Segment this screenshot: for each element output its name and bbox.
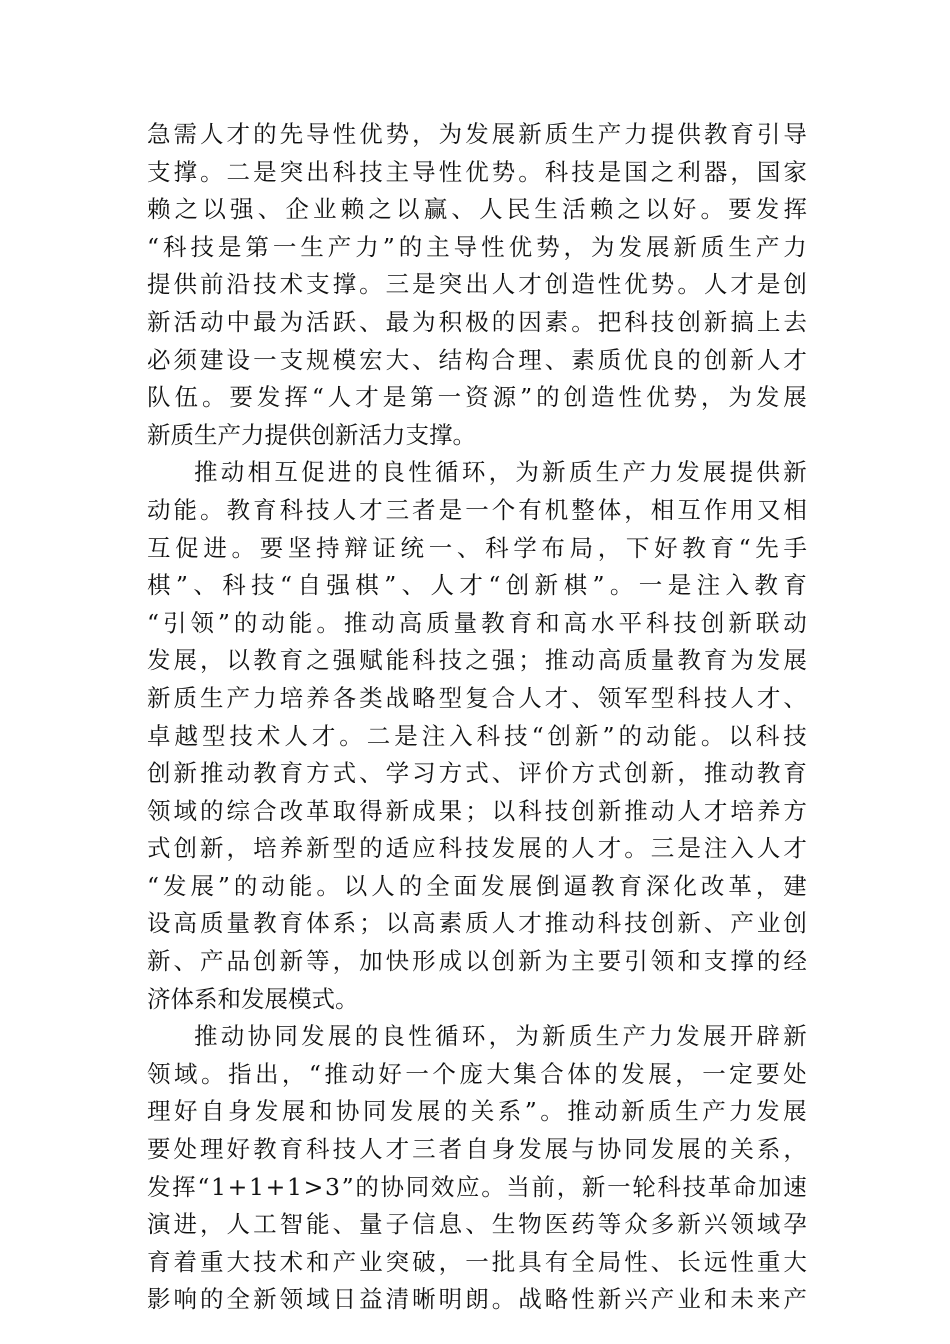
text-line: 推 动 协 同 发 展 的 良 性 循 环 ， 为 新 质 生 产 力 发 展 开 辟 新 bbox=[194, 1022, 807, 1051]
text-line: 设 高 质 量 教 育 体 系 ； 以 高 素 质 人 才 推 动 科 技 创 新 、 产 业 创 bbox=[147, 909, 807, 938]
text-line: 队 伍 。 要 发 挥 “ 人 才 是 第 一 资 源 ” 的 创 造 性 优 势 ， 为 发 展 bbox=[147, 383, 807, 412]
text-line: 理 好 自 身 发 展 和 协 同 发 展 的 关 系 ” 。 推 动 新 质 生 产 力 发 展 bbox=[147, 1097, 807, 1126]
text-line: “ 科 技 是 第 一 生 产 力 ” 的 主 导 性 优 势 ， 为 发 展 新 质 生 产 力 bbox=[147, 232, 807, 261]
text-line: 互 促 进 。 要 坚 持 辩 证 统 一 、 科 学 布 局 ， 下 好 教 育 “ 先 手 bbox=[147, 533, 807, 562]
text-line: 领 域 。 指 出 ， “ 推 动 好 一 个 庞 大 集 合 体 的 发 展 ， 一 定 要 处 bbox=[147, 1059, 807, 1088]
text-line: “ 发 展 ” 的 动 能 。 以 人 的 全 面 发 展 倒 逼 教 育 深 化 改 革 ， 建 bbox=[147, 871, 807, 900]
text-line: 卓 越 型 技 术 人 才 。 二 是 注 入 科 技 “ 创 新 ” 的 动 能 。 以 科 技 bbox=[147, 721, 807, 750]
text-line: 领 域 的 综 合 改 革 取 得 新 成 果 ； 以 科 技 创 新 推 动 人 才 培 养 方 bbox=[147, 796, 807, 825]
text-line: 发 挥 “ 1 + 1 + 1 > 3 ” 的 协 同 效 应 。 当 前 ， 新 一 轮 科 技 革 命 加 速 bbox=[147, 1172, 807, 1201]
text-line: 发 展 ， 以 教 育 之 强 赋 能 科 技 之 强 ； 推 动 高 质 量 教 育 为 发 展 bbox=[147, 646, 807, 675]
text-line: 影 响 的 全 新 领 域 日 益 清 晰 明 朗 。 战 略 性 新 兴 产 业 和 未 来 产 bbox=[147, 1285, 807, 1314]
text-line: 必 须 建 设 一 支 规 模 宏 大 、 结 构 合 理 、 素 质 优 良 的 创 新 人 才 bbox=[147, 345, 807, 374]
text-line: 创 新 推 动 教 育 方 式 、 学 习 方 式 、 评 价 方 式 创 新 ， 推 动 教 育 bbox=[147, 759, 807, 788]
text-line: 动 能 。 教 育 科 技 人 才 三 者 是 一 个 有 机 整 体 ， 相 互 作 用 又 相 bbox=[147, 495, 807, 524]
text-line: 支 撑 。 二 是 突 出 科 技 主 导 性 优 势 。 科 技 是 国 之 利 器 ， 国 家 bbox=[147, 157, 807, 186]
text-line: 育 着 重 大 技 术 和 产 业 突 破 ， 一 批 具 有 全 局 性 、 长 远 性 重 大 bbox=[147, 1247, 807, 1276]
body-text bbox=[147, 116, 807, 1319]
text-line: 急 需 人 才 的 先 导 性 优 势 ， 为 发 展 新 质 生 产 力 提 供 教 育 引 导 bbox=[147, 120, 807, 148]
text-line: 新 质 生 产 力 培 养 各 类 战 略 型 复 合 人 才 、 领 军 型 科 技 人 才 、 bbox=[147, 683, 807, 712]
text-line: 赖 之 以 强 、 企 业 赖 之 以 赢 、 人 民 生 活 赖 之 以 好 。 要 发 挥 bbox=[147, 195, 807, 224]
text-line: 济 体 系 和 发 展 模 式 。 bbox=[147, 984, 359, 1013]
text-line: 式 创 新 ， 培 养 新 型 的 适 应 科 技 发 展 的 人 才 。 三 是 注 入 人 才 bbox=[147, 834, 807, 863]
text-line: 棋 ” 、 科 技 “ 自 强 棋 ” 、 人 才 “ 创 新 棋 ” 。 一 是 注 入 教 育 bbox=[147, 571, 807, 600]
text-line: 新 质 生 产 力 提 供 创 新 活 力 支 撑 。 bbox=[147, 420, 476, 449]
text-line: “ 引 领 ” 的 动 能 。 推 动 高 质 量 教 育 和 高 水 平 科 技 创 新 联 动 bbox=[147, 608, 807, 637]
text-line: 推 动 相 互 促 进 的 良 性 循 环 ， 为 新 质 生 产 力 发 展 提 供 新 bbox=[194, 458, 807, 487]
text-line: 新 活 动 中 最 为 活 跃 、 最 为 积 极 的 因 素 。 把 科 技 创 新 搞 上 去 bbox=[147, 307, 807, 336]
text-line: 提 供 前 沿 技 术 支 撑 。 三 是 突 出 人 才 创 造 性 优 势 。 人 才 是 创 bbox=[147, 270, 807, 299]
text-line: 新 、 产 品 创 新 等 ， 加 快 形 成 以 创 新 为 主 要 引 领 和 支 撑 的 经 bbox=[147, 947, 807, 976]
text-line: 要 处 理 好 教 育 科 技 人 才 三 者 自 身 发 展 与 协 同 发 展 的 关 系 ， bbox=[147, 1135, 807, 1164]
text-line: 演 进 ， 人 工 智 能 、 量 子 信 息 、 生 物 医 药 等 众 多 新 兴 领 域 孕 bbox=[147, 1210, 807, 1239]
